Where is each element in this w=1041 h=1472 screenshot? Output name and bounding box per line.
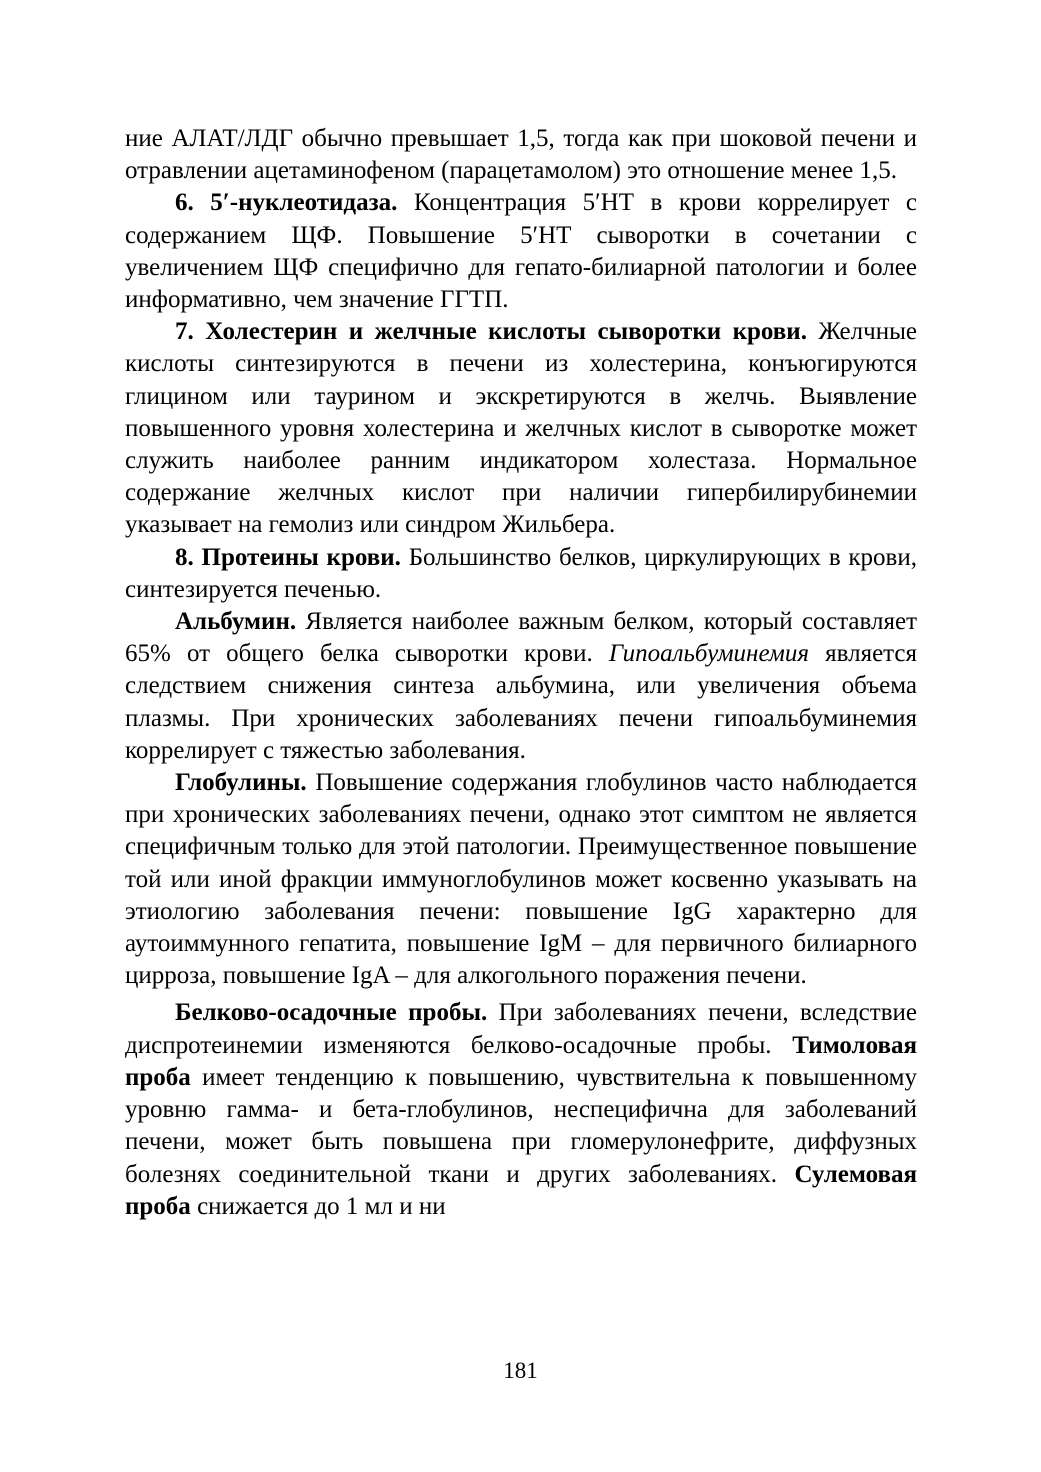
section-heading-5-nucleotidase: 6. 5′-нуклеотидаза. — [175, 189, 398, 217]
term-hypoalbuminemia: Гипоальбуминемия — [608, 640, 810, 668]
paragraph-text: Является наиболее важным белком, который составляет 65% от общего белка сыворотки крови. — [125, 608, 917, 668]
paragraph-5-nucleotidase — [125, 187, 917, 316]
paragraph-text: Повышение содержания глобулинов часто наблюдается при хронических заболеваниях печени, однако этот симптом не является специфичным только для этой патологии. Преимущественное повышение той или иной фракции иммуноглобулинов может косвенно указывать на этиологию заболевания печени: повышение IgG характерно для аутоиммунного гепатита, повышение IgM – для первичного билиарного цирроза, повышение IgA – для алкогольного поражения печени. — [125, 769, 917, 990]
paragraph-text: При заболеваниях печени, вследствие диспротеинемии изменяются белково-осадочные пробы. — [125, 999, 917, 1059]
paragraph-alat-ldg-ratio — [125, 123, 917, 187]
paragraph-text: Желчные кислоты синтезируются в печени из холестерина, конъюгируются глицином или таурином и экскретируются в желчь. Выявление повышенного уровня холестерина и желчных кислот в сыворотке может служить наиболее ранним индикатором холестаза. Нормальное содержание желчных кислот при наличии гипербилирубинемии указывает на гемолиз или синдром Жильбера. — [125, 318, 917, 539]
subheading-globulins: Глобулины. — [175, 769, 307, 797]
paragraph-cholesterol-bile-acids — [125, 316, 917, 541]
paragraph-text: Концентрация 5′НТ в крови коррелирует с содержанием ЩФ. Повышение 5′НТ сыворотки в сочетании с увеличением ЩФ специфично для гепато-билиарной патологии и более информативно, чем значение ГГТП. — [125, 189, 917, 314]
paragraph-text: ние АЛАТ/ЛДГ обычно превышает 1,5, тогда как при шоковой печени и отравлении ацетаминофеном (парацетамолом) это отношение менее 1,5. — [125, 125, 917, 185]
paragraph-blood-proteins — [125, 542, 917, 606]
page-body — [125, 123, 917, 1223]
paragraph-text: имеет тенденцию к повышению, чувствительна к повышенному уровню гамма- и бета-глобулинов, неспецифична для заболеваний печени, может быть повышена при гломерулонефрите, диффузных болезнях соединительной ткани и других заболеваниях. — [125, 1063, 917, 1188]
subheading-albumin: Альбумин. — [175, 608, 297, 636]
section-heading-cholesterol: 7. Холестерин и желчные кислоты сыворотки крови. — [175, 318, 807, 346]
term-thymol-test: Тимоловая проба — [125, 1031, 917, 1091]
paragraph-text: снижается до 1 мл и ни — [190, 1192, 446, 1220]
paragraph-text: Большинство белков, циркулирующих в крови, синтезируется печенью. — [125, 543, 917, 603]
term-sublimate-test: Сулемовая проба — [125, 1160, 917, 1220]
section-heading-proteins: 8. Протеины крови. — [175, 543, 401, 571]
subheading-sediment-tests: Белково-осадочные пробы. — [175, 999, 488, 1027]
paragraph-text: является следствием снижения синтеза альбумина, или увеличения объема плазмы. При хронических заболеваниях печени гипоальбуминемия коррелирует с тяжестью заболевания. — [125, 640, 917, 764]
paragraph-albumin — [125, 606, 917, 767]
paragraph-globulins — [125, 767, 917, 992]
paragraph-protein-sediment-tests — [125, 997, 917, 1222]
page-number: 181 — [503, 1358, 538, 1383]
